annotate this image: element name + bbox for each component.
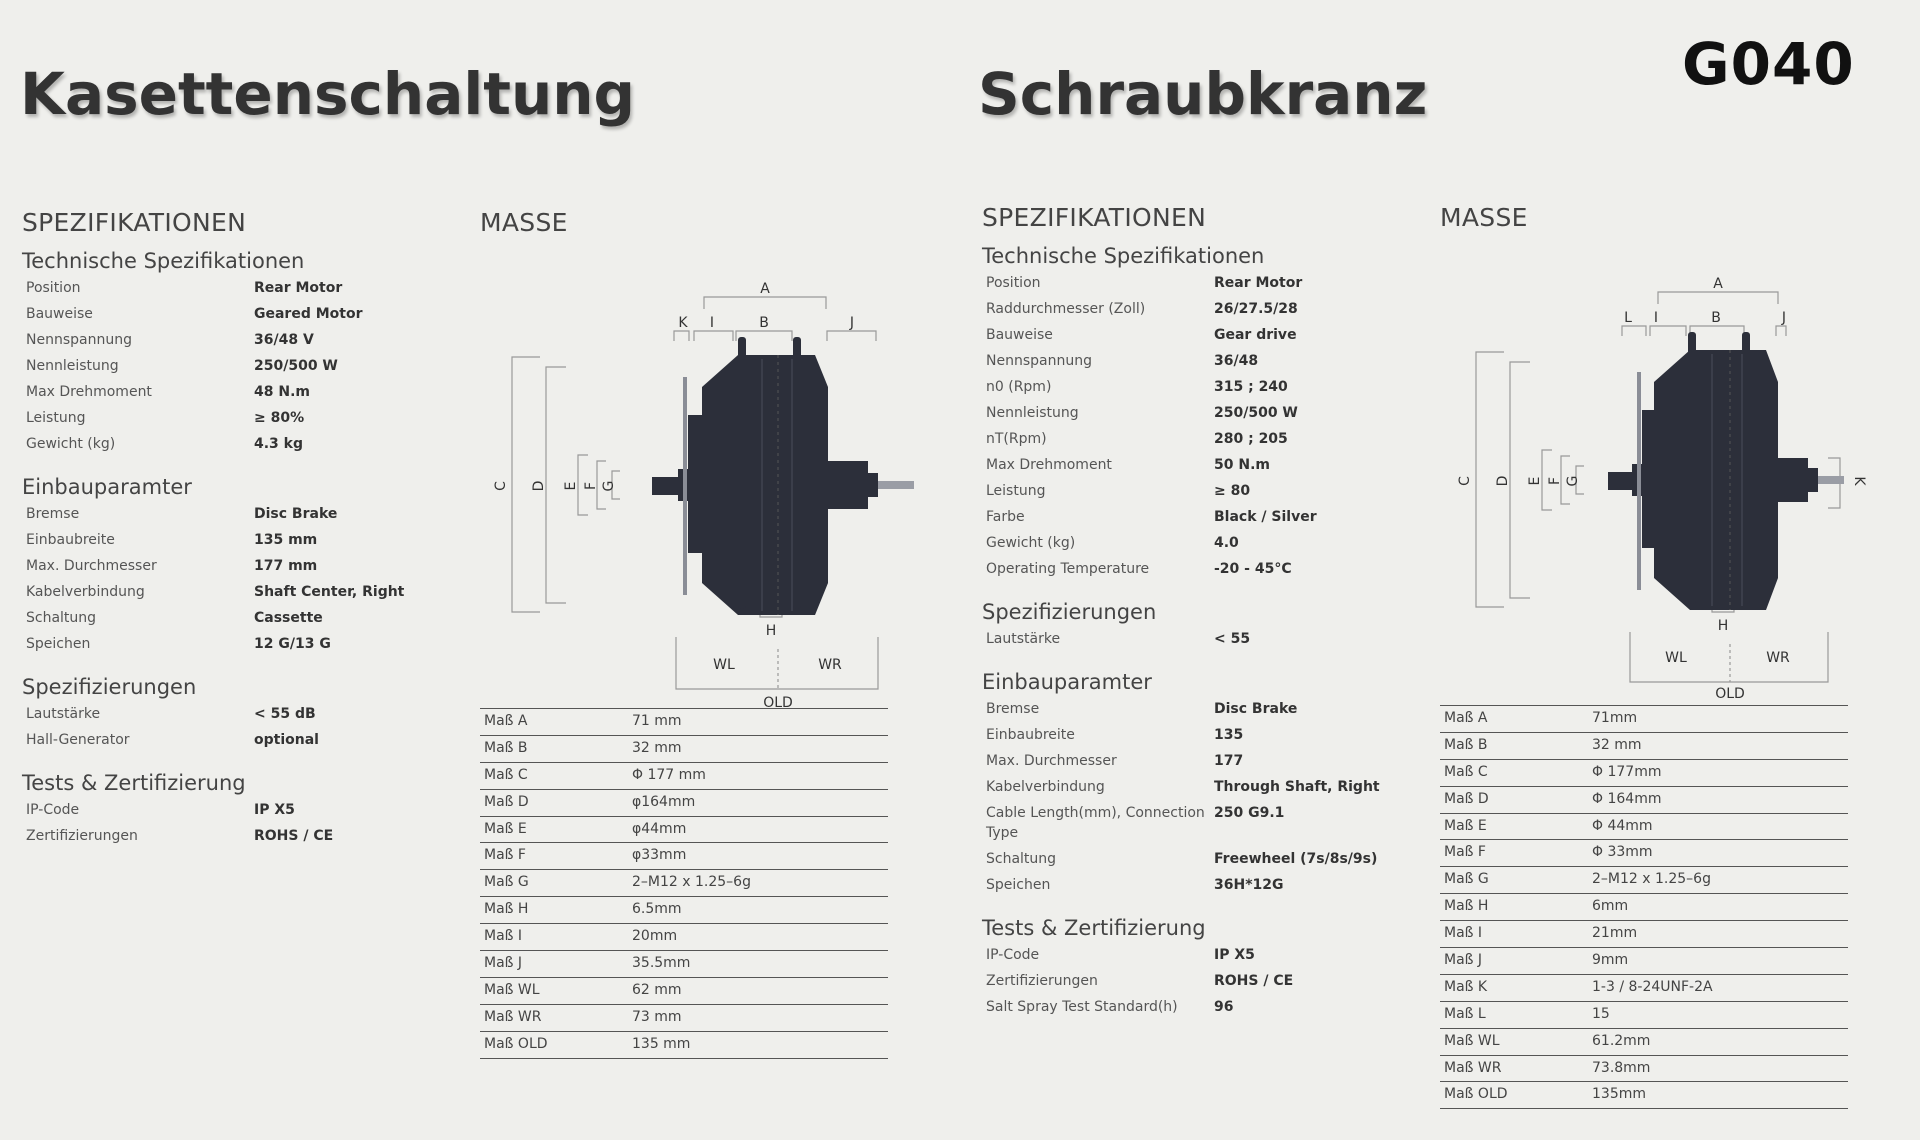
dimension-row	[480, 951, 888, 978]
spec-row	[982, 530, 1422, 556]
label-j: J	[849, 315, 855, 331]
spec-row	[982, 400, 1422, 426]
spec-value: Disc Brake	[1214, 701, 1298, 717]
spec-label: Max Drehmoment	[986, 457, 1112, 473]
spec-label: Max Drehmoment	[26, 384, 152, 400]
label-g: G	[601, 480, 617, 492]
spec-label: Kabelverbindung	[986, 779, 1105, 795]
dimension-value: 62 mm	[632, 981, 682, 998]
spec-value: Through Shaft, Right	[1214, 779, 1380, 795]
label-e: E	[1527, 476, 1543, 486]
dimension-value: 35.5mm	[632, 955, 691, 972]
dimension-label: Maß H	[484, 901, 529, 918]
dimension-row	[1440, 867, 1848, 894]
dimension-row	[480, 790, 888, 817]
dimension-label: Maß J	[484, 955, 523, 972]
spec-value: -20 - 45°C	[1214, 561, 1292, 577]
spec-label: Leistung	[986, 483, 1046, 499]
dimension-table	[480, 708, 888, 1059]
masse-heading: MASSE	[1440, 203, 1528, 232]
spec-row	[22, 727, 462, 753]
spec-group	[22, 249, 462, 457]
dimension-row	[1440, 814, 1848, 841]
dimension-row	[480, 817, 888, 844]
label-b: B	[759, 315, 769, 331]
spec-label: Bremse	[26, 506, 80, 522]
spec-value: Geared Motor	[254, 306, 363, 322]
dimension-value: 20mm	[632, 928, 678, 945]
spec-group-heading: Einbauparamter	[982, 670, 1152, 694]
spec-row	[982, 800, 1422, 846]
spec-label: Schaltung	[26, 610, 97, 626]
spec-value: 12 G/13 G	[254, 636, 331, 652]
dimension-row	[1440, 1029, 1848, 1056]
spec-value: Rear Motor	[254, 280, 343, 296]
spec-row	[22, 353, 462, 379]
spec-group-heading: Spezifizierungen	[982, 600, 1157, 624]
spec-row	[982, 626, 1422, 652]
label-old: OLD	[763, 695, 793, 711]
spec-value: 36H*12G	[1214, 877, 1284, 893]
spec-value: ROHS / CE	[254, 828, 334, 844]
dimension-row	[480, 870, 888, 897]
dimension-value: φ33mm	[632, 847, 687, 864]
spec-row	[982, 452, 1422, 478]
spec-value: 4.0	[1214, 535, 1239, 551]
spec-value: 250 G9.1	[1214, 805, 1285, 821]
spec-group-heading: Technische Spezifikationen	[22, 249, 305, 273]
label-a: A	[760, 281, 770, 297]
dimension-label: Maß WR	[1444, 1059, 1502, 1076]
dimension-value: 32 mm	[1592, 736, 1642, 753]
dimension-label: Maß I	[484, 928, 523, 945]
hub-motor-diagram	[480, 237, 940, 717]
spec-row	[982, 994, 1422, 1020]
spec-value: 135 mm	[254, 532, 318, 548]
spec-column	[982, 203, 1422, 1038]
spec-row	[982, 942, 1422, 968]
spec-group	[22, 771, 462, 849]
dimension-value: 2–M12 x 1.25–6g	[632, 874, 751, 891]
spec-row	[982, 748, 1422, 774]
spec-label: Position	[26, 280, 81, 296]
spec-label: Max. Durchmesser	[986, 753, 1117, 769]
spec-row	[982, 426, 1422, 452]
spec-label: Cable Length(mm), Connection Type	[986, 805, 1205, 841]
spec-label: Lautstärke	[26, 706, 101, 722]
spec-column	[22, 208, 462, 867]
spec-value: < 55	[1214, 631, 1251, 647]
spec-value: Black / Silver	[1214, 509, 1317, 525]
spec-row	[22, 327, 462, 353]
panel-title: Kasettenschaltung	[20, 60, 636, 128]
spec-label: Hall-Generator	[26, 732, 130, 748]
spec-label: Speichen	[986, 877, 1051, 893]
spec-value: 250/500 W	[254, 358, 338, 374]
spec-value: 315 ; 240	[1214, 379, 1288, 395]
spec-row	[982, 478, 1422, 504]
dimension-row	[480, 978, 888, 1005]
spec-row	[22, 823, 462, 849]
dimension-value: 71 mm	[632, 713, 682, 729]
dimension-value: Φ 33mm	[1592, 844, 1653, 861]
label-g: G	[1565, 475, 1581, 487]
dimension-value: 135 mm	[632, 1035, 691, 1052]
model-number: G040	[1682, 30, 1855, 98]
label-l: L	[1624, 310, 1632, 326]
spec-row	[982, 774, 1422, 800]
spec-value: Gear drive	[1214, 327, 1297, 343]
dimension-label: Maß E	[1444, 817, 1487, 834]
spec-row	[982, 322, 1422, 348]
dimension-row	[1440, 706, 1848, 733]
spec-label: Schaltung	[986, 851, 1057, 867]
dimension-row	[1440, 948, 1848, 975]
spec-label: Zertifizierungen	[986, 973, 1098, 989]
spec-label: Gewicht (kg)	[26, 436, 116, 452]
dimension-row	[1440, 894, 1848, 921]
label-i: I	[1653, 310, 1659, 326]
spec-value: < 55 dB	[254, 706, 316, 722]
dimension-row	[1440, 1056, 1848, 1083]
spec-row	[982, 722, 1422, 748]
spec-row	[22, 431, 462, 457]
spec-label: IP-Code	[26, 802, 80, 818]
spec-label: Zertifizierungen	[26, 828, 138, 844]
spec-label: n0 (Rpm)	[986, 379, 1052, 395]
hub-motor-diagram	[1440, 232, 1890, 702]
spec-groups	[982, 244, 1422, 1020]
dimension-value: 71mm	[1592, 710, 1638, 726]
dimension-label: Maß D	[484, 793, 529, 810]
spec-label: Lautstärke	[986, 631, 1061, 647]
spec-label: Gewicht (kg)	[986, 535, 1076, 551]
masse-column	[480, 208, 940, 717]
dimension-label: Maß C	[484, 766, 528, 783]
spec-value: 4.3 kg	[254, 436, 304, 452]
dimension-value: 6.5mm	[632, 901, 682, 918]
spec-row	[22, 527, 462, 553]
label-f: F	[583, 481, 599, 491]
dimension-label: Maß J	[1444, 952, 1483, 969]
spec-value: 96	[1214, 999, 1234, 1015]
spec-label: nT(Rpm)	[986, 431, 1047, 447]
panel-title: Schraubkranz	[978, 60, 1428, 128]
spec-label: Nennleistung	[986, 405, 1079, 421]
spec-label: Position	[986, 275, 1041, 291]
dimension-label: Maß A	[1444, 710, 1488, 726]
spec-value: 26/27.5/28	[1214, 301, 1298, 317]
dimension-value: 21mm	[1592, 925, 1638, 942]
spec-row	[982, 968, 1422, 994]
spec-group	[22, 475, 462, 657]
dimension-value: 1-3 / 8-24UNF-2A	[1592, 978, 1713, 995]
dimension-label: Maß OLD	[484, 1035, 548, 1052]
dimension-row	[480, 736, 888, 763]
dimension-value: Φ 177 mm	[632, 766, 706, 783]
dimension-label: Maß I	[1444, 925, 1483, 942]
spec-value: 250/500 W	[1214, 405, 1298, 421]
spec-label: Leistung	[26, 410, 86, 426]
dimension-label: Maß OLD	[1444, 1086, 1508, 1103]
label-h: H	[1717, 618, 1729, 634]
dimension-row	[480, 1032, 888, 1059]
spec-group-heading: Technische Spezifikationen	[982, 244, 1265, 268]
spec-label: Operating Temperature	[986, 561, 1150, 577]
spec-value: Shaft Center, Right	[254, 584, 405, 600]
spec-row	[982, 872, 1422, 898]
spec-value: 280 ; 205	[1214, 431, 1288, 447]
dimension-label: Maß G	[1444, 871, 1489, 888]
dimension-label: Maß F	[1444, 844, 1486, 861]
spec-label: Kabelverbindung	[26, 584, 145, 600]
label-d: D	[531, 480, 547, 492]
spec-group-heading: Spezifizierungen	[22, 675, 197, 699]
dimension-label: Maß D	[1444, 790, 1489, 807]
spec-group	[982, 670, 1422, 898]
spec-value: optional	[254, 732, 319, 748]
spec-row	[22, 797, 462, 823]
spec-label: Bauweise	[26, 306, 93, 322]
spec-group	[982, 600, 1422, 652]
spec-row	[22, 379, 462, 405]
spec-label: Einbaubreite	[986, 727, 1075, 743]
label-wr: WR	[818, 657, 842, 673]
spec-row	[22, 701, 462, 727]
dimension-label: Maß H	[1444, 898, 1489, 915]
masse-heading: MASSE	[480, 208, 568, 237]
spec-value: Freewheel (7s/8s/9s)	[1214, 851, 1378, 867]
spec-value: 177 mm	[254, 558, 318, 574]
spec-label: Bauweise	[986, 327, 1053, 343]
dimension-row	[480, 763, 888, 790]
spec-value: IP X5	[254, 802, 295, 818]
spec-value: Cassette	[254, 610, 323, 626]
label-b: B	[1711, 310, 1721, 326]
spec-row	[982, 374, 1422, 400]
dimension-value: 6mm	[1592, 898, 1629, 915]
spec-label: Salt Spray Test Standard(h)	[986, 999, 1178, 1015]
dimension-row	[1440, 975, 1848, 1002]
spec-row	[982, 504, 1422, 530]
spec-group-heading: Einbauparamter	[22, 475, 192, 499]
dimension-label: Maß A	[484, 713, 528, 729]
spec-label: Einbaubreite	[26, 532, 115, 548]
dimension-value: 32 mm	[632, 739, 682, 756]
spec-value: 48 N.m	[254, 384, 310, 400]
specs-heading: SPEZIFIKATIONEN	[22, 208, 247, 237]
spec-group	[22, 675, 462, 753]
spec-group-heading: Tests & Zertifizierung	[22, 771, 246, 795]
spec-value: 36/48	[1214, 353, 1259, 369]
spec-label: Nennspannung	[986, 353, 1092, 369]
panel-kasettenschaltung	[0, 0, 955, 1140]
dimension-row	[480, 897, 888, 924]
dimension-row	[480, 924, 888, 951]
dimension-value: 61.2mm	[1592, 1032, 1651, 1049]
spec-row	[22, 405, 462, 431]
dimension-label: Maß B	[484, 739, 528, 756]
spec-row	[22, 301, 462, 327]
dimension-row	[1440, 733, 1848, 760]
spec-label: Bremse	[986, 701, 1040, 717]
dimension-table	[1440, 705, 1848, 1109]
spec-label: Nennspannung	[26, 332, 132, 348]
dimension-label: Maß WL	[1444, 1032, 1500, 1049]
spec-groups	[22, 249, 462, 849]
dimension-value: 135mm	[1592, 1086, 1646, 1103]
spec-row	[22, 631, 462, 657]
spec-value: 36/48 V	[254, 332, 314, 348]
spec-label: Max. Durchmesser	[26, 558, 157, 574]
dimension-label: Maß K	[1444, 978, 1488, 995]
label-c: C	[1457, 476, 1473, 486]
spec-value: Disc Brake	[254, 506, 338, 522]
dimension-value: φ164mm	[632, 793, 696, 810]
spec-label: Farbe	[986, 509, 1025, 525]
dimension-value: Φ 164mm	[1592, 790, 1662, 807]
spec-row	[22, 605, 462, 631]
label-h: H	[765, 623, 777, 639]
spec-value: ≥ 80	[1214, 483, 1251, 499]
dimension-value: Φ 44mm	[1592, 817, 1653, 834]
dimension-label: Maß G	[484, 874, 529, 891]
spec-value: 177	[1214, 753, 1244, 769]
spec-value: IP X5	[1214, 947, 1255, 963]
spec-value: Rear Motor	[1214, 275, 1303, 291]
spec-row	[982, 348, 1422, 374]
spec-row	[982, 296, 1422, 322]
spec-group-heading: Tests & Zertifizierung	[982, 916, 1206, 940]
label-d: D	[1495, 475, 1511, 487]
dimension-row	[480, 709, 888, 736]
dimension-label: Maß F	[484, 847, 526, 864]
label-wl: WL	[1665, 650, 1687, 666]
dimension-label: Maß E	[484, 820, 527, 837]
dimension-label: Maß WL	[484, 981, 540, 998]
dimension-row	[480, 843, 888, 870]
dimension-label: Maß C	[1444, 763, 1488, 780]
dimension-row	[1440, 787, 1848, 814]
dimension-label: Maß L	[1444, 1005, 1486, 1022]
spec-row	[982, 270, 1422, 296]
label-k: K	[1851, 476, 1867, 486]
spec-row	[982, 556, 1422, 582]
dimension-value: 15	[1592, 1005, 1610, 1022]
spec-value: ≥ 80%	[254, 410, 305, 426]
dimension-row	[1440, 840, 1848, 867]
spec-label: Speichen	[26, 636, 91, 652]
dimension-label: Maß WR	[484, 1008, 542, 1025]
spec-row	[22, 275, 462, 301]
dimension-label: Maß B	[1444, 736, 1488, 753]
dimension-row	[1440, 1082, 1848, 1109]
label-wr: WR	[1766, 650, 1790, 666]
dimension-value: Φ 177mm	[1592, 763, 1662, 780]
masse-column	[1440, 203, 1890, 702]
label-k: K	[678, 315, 688, 331]
spec-row	[982, 846, 1422, 872]
label-j: J	[1781, 310, 1787, 326]
spec-row	[982, 696, 1422, 722]
spec-group	[982, 916, 1422, 1020]
dimension-value: 2–M12 x 1.25–6g	[1592, 871, 1711, 888]
specs-heading: SPEZIFIKATIONEN	[982, 203, 1207, 232]
label-old: OLD	[1715, 686, 1745, 702]
spec-row	[22, 553, 462, 579]
spec-value: ROHS / CE	[1214, 973, 1294, 989]
spec-label: IP-Code	[986, 947, 1040, 963]
dimension-row	[480, 1005, 888, 1032]
spec-label: Raddurchmesser (Zoll)	[986, 301, 1146, 317]
label-i: I	[709, 315, 715, 331]
label-e: E	[563, 481, 579, 491]
dimension-row	[1440, 1002, 1848, 1029]
spec-value: 135	[1214, 727, 1244, 743]
dimension-row	[1440, 921, 1848, 948]
dimension-value: 73 mm	[632, 1008, 682, 1025]
panel-schraubkranz	[960, 0, 1915, 1140]
label-wl: WL	[713, 657, 735, 673]
dimension-value: 9mm	[1592, 952, 1629, 969]
dimension-value: φ44mm	[632, 820, 687, 837]
label-f: F	[1547, 476, 1563, 486]
label-c: C	[493, 481, 509, 491]
dimension-row	[1440, 760, 1848, 787]
dimension-value: 73.8mm	[1592, 1059, 1651, 1076]
spec-group	[982, 244, 1422, 582]
label-a: A	[1713, 276, 1723, 292]
spec-value: 50 N.m	[1214, 457, 1270, 473]
spec-row	[22, 501, 462, 527]
spec-row	[22, 579, 462, 605]
spec-label: Nennleistung	[26, 358, 119, 374]
